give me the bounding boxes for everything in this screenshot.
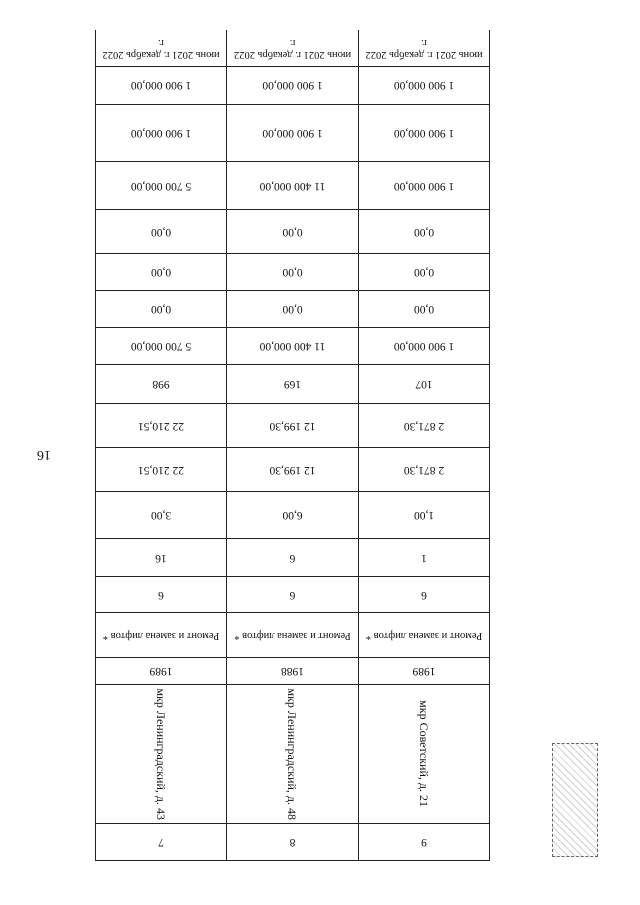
cell-year: 1988 — [226, 658, 359, 684]
table-row-c11 — [95, 290, 490, 328]
table-row-work — [95, 612, 490, 658]
cell-value: 169 — [226, 365, 359, 403]
cell-index: 7 — [95, 824, 227, 860]
cell-value: 0,00 — [358, 254, 490, 290]
table-row-index — [95, 823, 490, 861]
cell-value: 1 — [358, 539, 490, 576]
cell-value: 1 900 000,00 — [358, 105, 490, 161]
table-row-c15 — [95, 104, 490, 162]
cell-value: 1 900 000,00 — [358, 66, 490, 104]
table-row-year — [95, 657, 490, 685]
cell-work: Ремонт и замена лифтов * — [226, 613, 359, 657]
cell-value: 1 900 000,00 — [226, 105, 359, 161]
cell-value: 6 — [226, 577, 359, 612]
table-row-c5 — [95, 538, 490, 577]
cell-work: Ремонт и замена лифтов * — [358, 613, 490, 657]
cell-value: 12 199,30 — [226, 404, 359, 447]
cell-work: Ремонт и замена лифтов * — [95, 613, 227, 657]
table-row-c7 — [95, 447, 490, 492]
cell-value: 5 700 000,00 — [95, 162, 227, 209]
cell-value: 2 871,30 — [358, 448, 490, 491]
scan-stamp-area — [552, 743, 598, 857]
table-row-c14 — [95, 161, 490, 210]
cell-period: июнь 2021 г. декабрь 2022 г. — [358, 30, 490, 66]
cell-value: 11 400 000,00 — [226, 328, 359, 364]
cell-address: мкр Советский, д. 21 — [358, 685, 490, 823]
cell-value: 22 210,51 — [95, 448, 227, 491]
cell-value: 998 — [95, 365, 227, 403]
page-number: 16 — [37, 447, 51, 462]
cell-value: 0,00 — [95, 254, 227, 290]
cell-year: 1989 — [95, 658, 227, 684]
cell-value: 1 900 000,00 — [95, 66, 227, 104]
cell-value: 1 900 000,00 — [358, 162, 490, 209]
cell-value: 0,00 — [95, 291, 227, 327]
cell-value: 6 — [95, 577, 227, 612]
cell-value: 6 — [358, 577, 490, 612]
cell-value: 6,00 — [226, 492, 359, 538]
cell-value: 0,00 — [226, 291, 359, 327]
table-row-c9 — [95, 364, 490, 404]
cell-period: июнь 2021 г. декабрь 2022 г. — [226, 30, 359, 66]
cell-period: июнь 2021 г. декабрь 2022 г. — [95, 30, 227, 66]
cell-value: 3,00 — [95, 492, 227, 538]
cell-value: 0,00 — [358, 291, 490, 327]
cell-index: 8 — [226, 824, 359, 860]
table-row-c10 — [95, 327, 490, 365]
cell-value: 0,00 — [226, 254, 359, 290]
cell-value: 0,00 — [95, 210, 227, 253]
cell-value: 1,00 — [358, 492, 490, 538]
table-row-address — [95, 684, 490, 824]
table-row-period — [95, 30, 490, 67]
cell-address: мкр Ленинградский, д. 43 — [95, 685, 227, 823]
cell-year: 1989 — [358, 658, 490, 684]
cell-index: 9 — [358, 824, 490, 860]
repair-table — [95, 30, 490, 861]
cell-address: мкр Ленинградский, д. 48 — [226, 685, 359, 823]
cell-value: 1 900 000,00 — [95, 105, 227, 161]
cell-value: 5 700 000,00 — [95, 328, 227, 364]
cell-value: 1 900 000,00 — [358, 328, 490, 364]
cell-value: 16 — [95, 539, 227, 576]
table-row-c16 — [95, 66, 490, 105]
table-row-c8 — [95, 403, 490, 448]
cell-value: 11 400 000,00 — [226, 162, 359, 209]
cell-value: 1 900 000,00 — [226, 66, 359, 104]
cell-value: 0,00 — [358, 210, 490, 253]
table-row-c6 — [95, 491, 490, 539]
cell-value: 107 — [358, 365, 490, 403]
cell-value: 2 871,30 — [358, 404, 490, 447]
cell-value: 12 199,30 — [226, 448, 359, 491]
table-row-c13 — [95, 209, 490, 254]
table-row-c12 — [95, 253, 490, 291]
cell-value: 22 210,51 — [95, 404, 227, 447]
cell-value: 0,00 — [226, 210, 359, 253]
cell-value: 6 — [226, 539, 359, 576]
table-row-c4 — [95, 576, 490, 613]
